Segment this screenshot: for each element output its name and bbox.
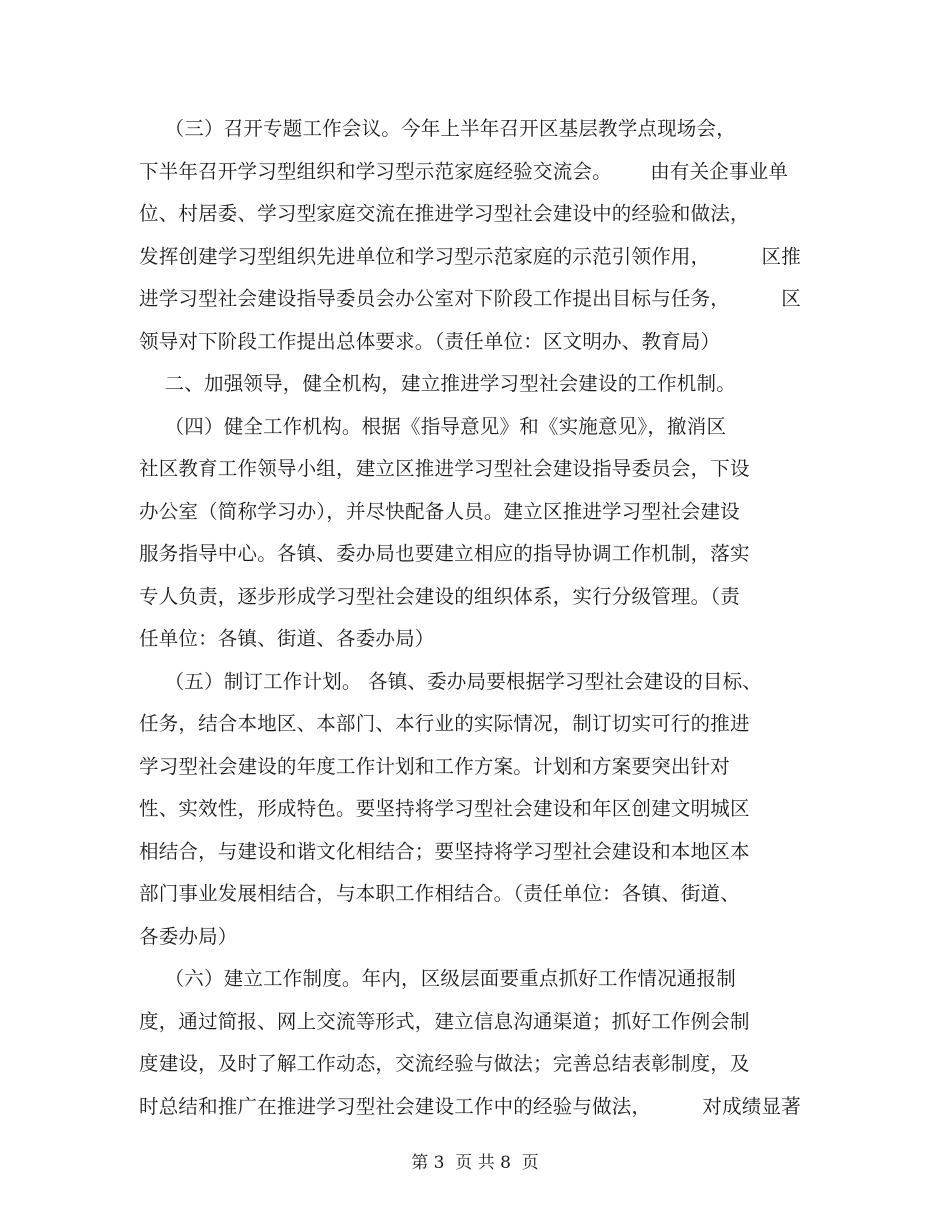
text-line: 性、实效性，形成特色。要坚持将学习型社会建设和年区创建文明城区 xyxy=(139,797,750,820)
text-line: 位、村居委、学习型家庭交流在推进学习型社会建设中的经验和做法， xyxy=(139,202,750,225)
text-line: 下半年召开学习型组织和学习型示范家庭经验交流会。 由有关企事业单 xyxy=(139,160,789,183)
text-line: （六）建立工作制度。年内，区级层面要重点抓好工作情况通报制 xyxy=(139,967,736,990)
text-line: 发挥创建学习型组织先进单位和学习型示范家庭的示范引领作用， 区推 xyxy=(139,245,801,268)
text-line: 进学习型社会建设指导委员会办公室对下阶段工作提出目标与任务， 区 xyxy=(139,287,801,310)
text-line: 时总结和推广在推进学习型社会建设工作中的经验与做法， 对成绩显著 xyxy=(139,1095,801,1118)
section-heading: 二、加强领导，健全机构，建立推进学习型社会建设的工作机制。 xyxy=(139,372,736,395)
text-line: 各委办局） xyxy=(139,925,238,948)
text-line: 社区教育工作领导小组，建立区推进学习型社会建设指导委员会，下设 xyxy=(139,457,750,480)
text-line: 度，通过简报、网上交流等形式，建立信息沟通渠道；抓好工作例会制 xyxy=(139,1010,750,1033)
text-line: 相结合，与建设和谐文化相结合；要坚持将学习型社会建设和本地区本 xyxy=(139,840,750,863)
text-line: 办公室（简称学习办），并尽快配备人员。建立区推进学习型社会建设 xyxy=(139,500,740,523)
text-line: （四）健全工作机构。根据《指导意见》和《实施意见》，撤消区 xyxy=(139,415,727,438)
text-line: 任务，结合本地区、本部门、本行业的实际情况，制订切实可行的推进 xyxy=(139,712,750,735)
text-line: 任单位：各镇、街道、各委办局） xyxy=(139,627,435,650)
text-line: 部门事业发展相结合，与本职工作相结合。（责任单位：各镇、街道、 xyxy=(139,882,740,905)
text-line: （五）制订工作计划。 各镇、委办局要根据学习型社会建设的目标、 xyxy=(139,670,762,693)
text-line: 学习型社会建设的年度工作计划和工作方案。计划和方案要突出针对 xyxy=(139,755,731,778)
text-line: 度建设，及时了解工作动态，交流经验与做法；完善总结表彰制度，及 xyxy=(139,1052,750,1075)
text-line: 专人负责，逐步形成学习型社会建设的组织体系，实行分级管理。（责 xyxy=(139,585,740,608)
page-number-footer: 第 3 页 共 8 页 xyxy=(411,1153,539,1173)
text-line: 服务指导中心。各镇、委办局也要建立相应的指导协调工作机制，落实 xyxy=(139,542,750,565)
text-line: 领导对下阶段工作提出总体要求。（责任单位：区文明办、教育局） xyxy=(139,330,721,353)
text-line: （三）召开专题工作会议。今年上半年召开区基层教学点现场会， xyxy=(139,117,736,140)
